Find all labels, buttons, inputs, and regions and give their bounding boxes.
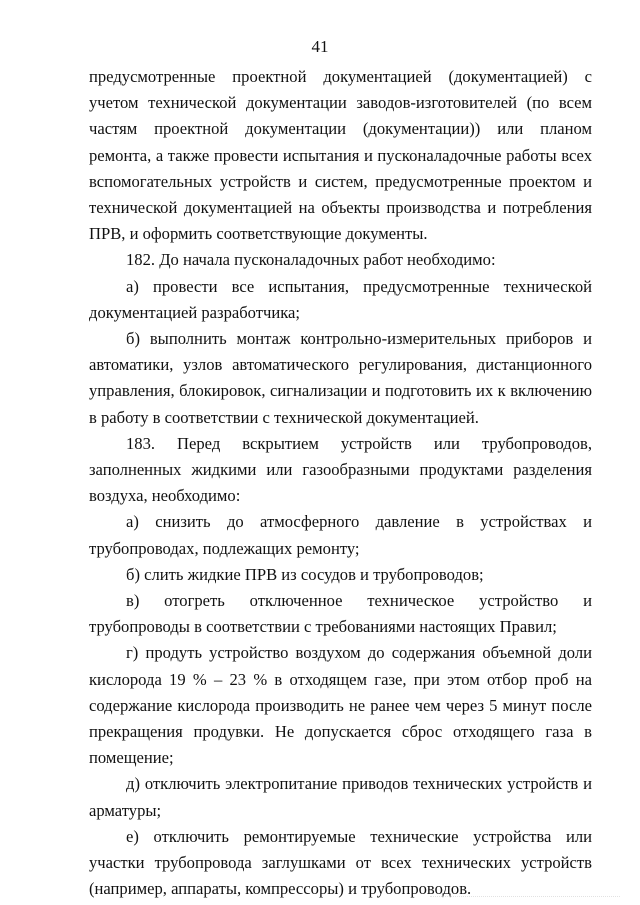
paragraph-item-182: 182. До начала пусконаладочных работ необходимо: (126, 250, 496, 270)
paragraph-item-183-d: д) отключить электропитание приводов технических устройств и арматуры; (89, 774, 592, 820)
paragraph-item-182-a: а) провести все испытания, предусмотренные технической документацией разработчика; (89, 276, 592, 322)
paragraph-item-183-b: б) слить жидкие ПРВ из сосудов и трубопроводов; (126, 564, 484, 584)
paragraph-item-183-a: а) снизить до атмосферного давление в устройствах и трубопроводах, подлежащих ремонту; (89, 512, 592, 558)
document-body (89, 64, 592, 903)
paragraph-item-183-e: е) отключить ремонтируемые технические устройства или участки трубопровода заглушками от всех технических устройств (например, аппараты, компрессоры) и трубопроводов. (89, 826, 592, 899)
paragraph-item-183-g: г) продуть устройство воздухом до содержания объемной доли кислорода 19 % – 23 % в отходящем газе, при этом отбор проб на содержание кислорода производить не ранее чем через 5 минут после прекращения продувки. Не допускается сброс отходящего газа в помещение; (89, 643, 592, 768)
paragraph-item-182-b: б) выполнить монтаж контрольно-измерительных приборов и автоматики, узлов автоматического регулирования, дистанционного управления, блокировок, сигнализации и подготовить их к включению в работу в соответствии с технической документацией. (89, 329, 592, 427)
paragraph-item-183: 183. Перед вскрытием устройств или трубопроводов, заполненных жидкими или газообразными продуктами разделения воздуха, необходимо: (89, 433, 592, 506)
paragraph-item-183-v: в) отогреть отключенное техническое устройство и трубопроводы в соответствии с требованиями настоящих Правил; (89, 591, 592, 637)
page-number: 41 (311, 37, 329, 56)
scan-artifact-dots (430, 896, 620, 901)
paragraph-continuation: предусмотренные проектной документацией (документацией) с учетом технической документации заводов-изготовителей (по всем частям проектной документации (документации)) или планом ремонта, а также провести испытания и пусконаладочные работы всех вспомогательных устройств и систем, предусмотренные проектом и технической документацией на объекты производства и потребления ПРВ, и оформить соответствующие документы. (89, 67, 592, 244)
